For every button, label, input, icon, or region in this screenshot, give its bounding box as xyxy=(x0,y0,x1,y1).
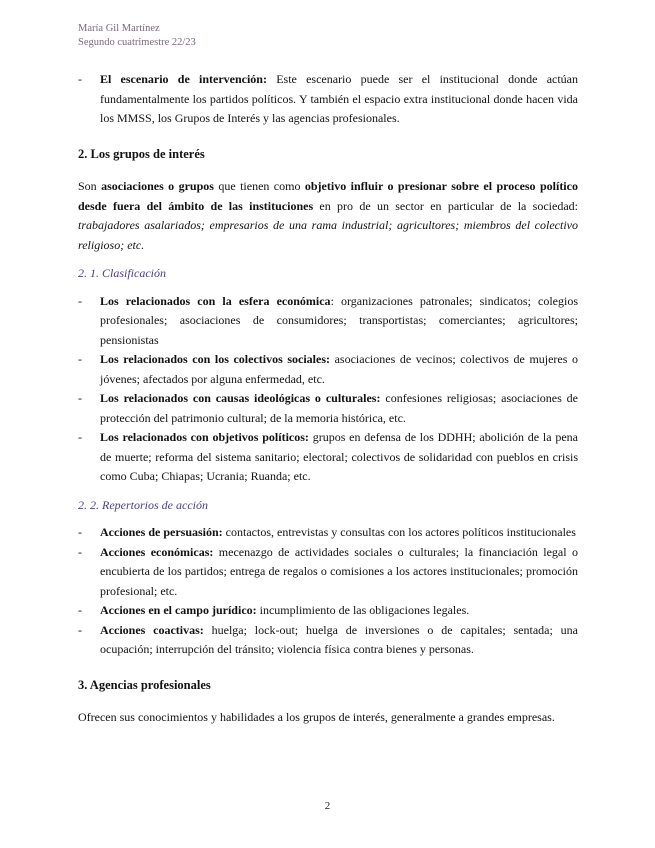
section-3-title: 3. Agencias profesionales xyxy=(78,677,211,692)
author-name: María Gil Martínez xyxy=(78,23,160,34)
list-item: - Acciones coactivas: huelga; lock-out; huelga de inversiones o de capitales; sentada; una ocupación; interrupción del tránsito; violencia física contra bienes y personas. xyxy=(78,622,578,656)
list-item: - Acciones en el campo jurídico: incumplimiento de las obligaciones legales. xyxy=(78,603,470,617)
term-label: Segundo cuatrimestre 22/23 xyxy=(78,37,196,48)
document-body xyxy=(78,70,578,728)
list-item: - Los relacionados con causas ideológicas o culturales: confesiones religiosas; asociaciones de protección del patrimonio cultural; de la memoria histórica, etc. xyxy=(78,391,578,425)
bullet-dash: - xyxy=(78,72,82,86)
list-item: - Los relacionados con la esfera económica: organizaciones patronales; sindicatos; colegios profesionales; asociaciones de consumidores; transportistas; comerciantes; agricultores; pensionistas xyxy=(78,293,578,347)
subsection-2-1-title: 2. 1. Clasificación xyxy=(78,266,166,280)
section-2-paragraph: Son asociaciones o grupos que tienen como objetivo influir o presionar sobre el proceso político desde fuera del ámbito de las instituciones en pro de un sector en particular de la sociedad: trabajadores asalariados; empresarios de una rama industrial; agricultores; miembros del colectivo religioso; etc. xyxy=(78,179,578,252)
list-item: - Los relacionados con los colectivos sociales: asociaciones de vecinos; colectivos de mujeres o jóvenes; afectados por alguna enfermedad, etc. xyxy=(78,352,579,386)
bullet-text: Este escenario puede ser el institucional donde actúan fundamentalmente los partidos políticos. Y también el espacio extra institucional donde hacen vida los MMSS, los Grupos de Interés y las agencias profesionales. xyxy=(100,72,579,125)
subsection-2-2-title: 2. 2. Repertorios de acción xyxy=(78,497,208,512)
list-item: - Acciones de persuasión: contactos, entrevistas y consultas con los actores políticos institucionales xyxy=(78,525,576,539)
classification-list xyxy=(78,292,578,487)
list-item: - Acciones económicas: mecenazgo de actividades sociales o culturales; la financiación legal o encubierta de los partidos; entrega de regalos o comisiones a los actores institucionales; promoción profesional; etc. xyxy=(78,544,578,598)
intro-bullet xyxy=(78,70,578,129)
list-item: - Los relacionados con objetivos políticos: grupos en defensa de los DDHH; abolición de la pena de muerte; reforma del sistema sanitario; electoral; colectivos de solidaridad con pueblos en crisis como Cuba; Chiapas; Ucrania; Ruanda; etc. xyxy=(78,430,579,483)
bullet-bold: El escenario de intervención: xyxy=(100,72,267,86)
page-number: 2 xyxy=(324,800,331,812)
section-2-title: 2. Los grupos de interés xyxy=(78,146,205,161)
section-3-paragraph: Ofrecen sus conocimientos y habilidades a los grupos de interés, generalmente a grandes empresas. xyxy=(78,710,555,724)
page-header xyxy=(78,22,196,50)
repertoire-list xyxy=(78,523,578,660)
